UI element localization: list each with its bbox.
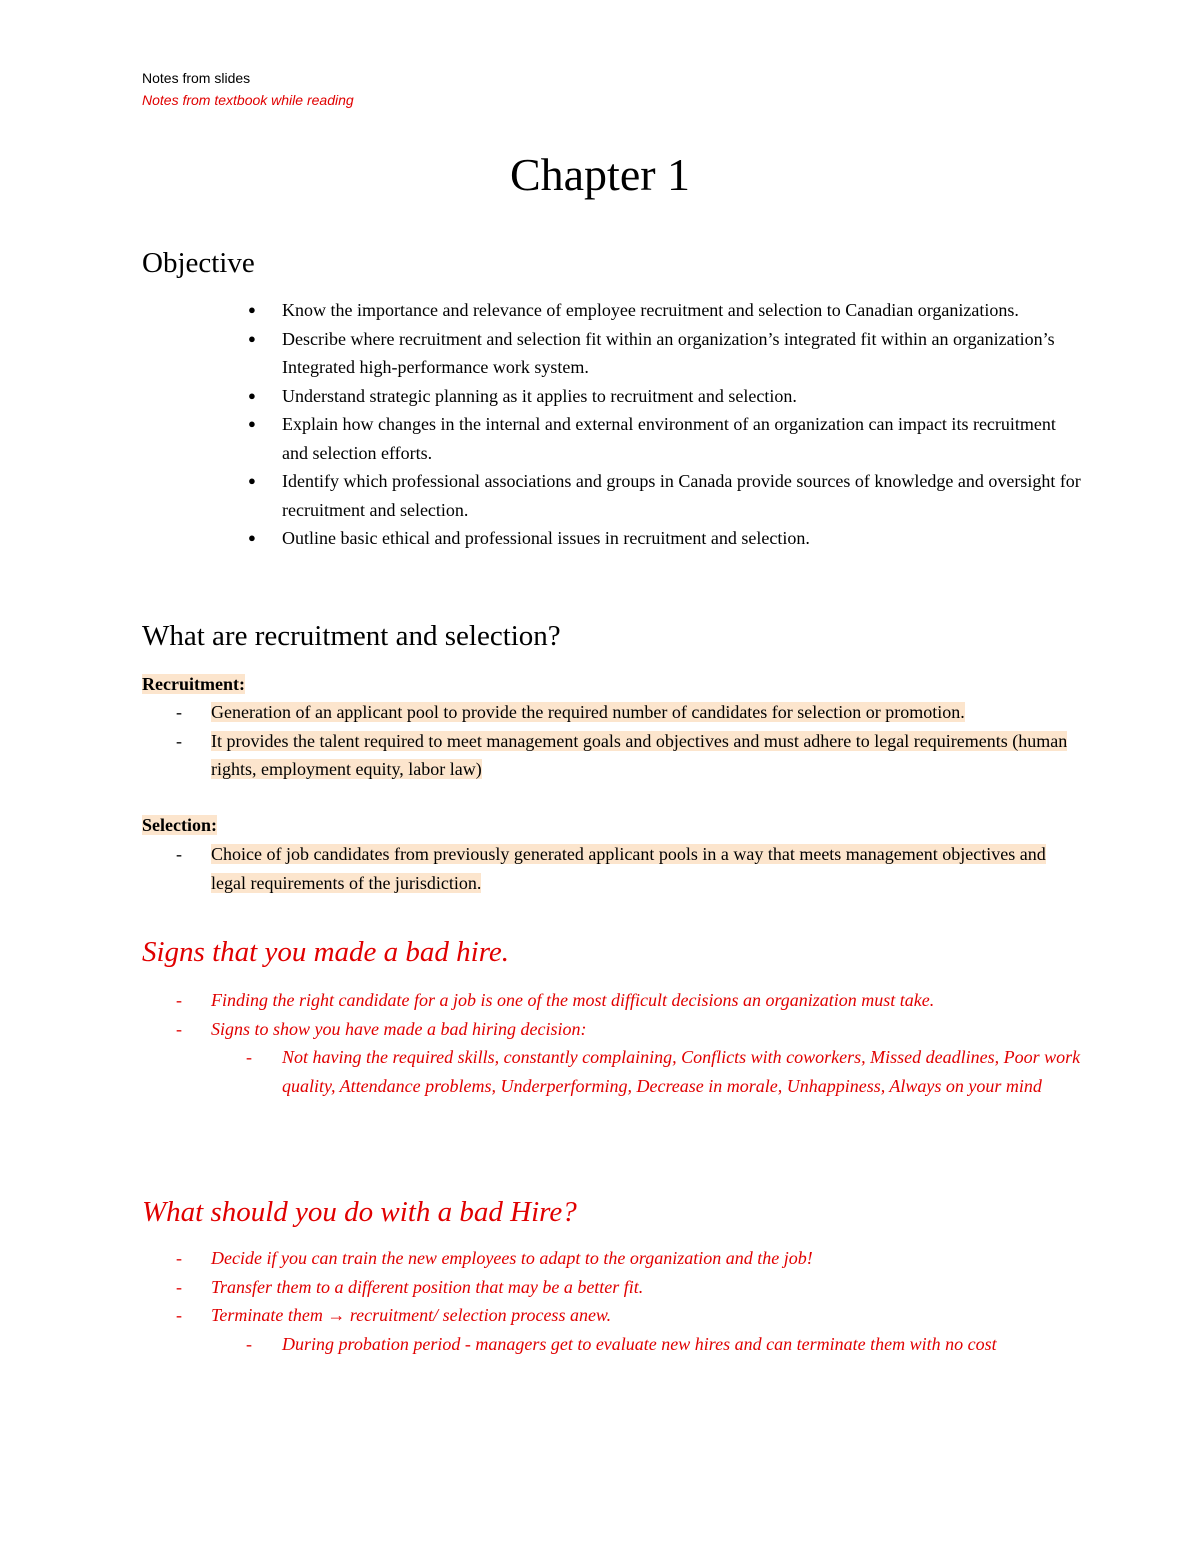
legend-slides: Notes from slides	[142, 70, 251, 86]
bad-hire-actions-heading: What should you do with a bad Hire?	[142, 1196, 577, 1228]
list-item: ● Understand strategic planning as it applies to recruitment and selection.	[142, 382, 1082, 411]
page-title: Chapter 1	[509, 149, 691, 200]
list-item: - Transfer them to a different position that may be a better fit.	[142, 1273, 1082, 1302]
list-item: - Finding the right candidate for a job is one of the most difficult decisions an organization must take.	[142, 986, 1082, 1015]
legend-textbook: Notes from textbook while reading	[142, 92, 354, 108]
selection-label: Selection:	[142, 815, 217, 835]
bad-hire-signs-list	[142, 986, 1082, 1100]
objective-heading: Objective	[142, 247, 255, 279]
list-item: ● Outline basic ethical and professional issues in recruitment and selection.	[142, 524, 1082, 553]
list-item: - It provides the talent required to meet management goals and objectives and must adhere to legal requirements (human rights, employment equity, labor law)	[142, 727, 1082, 784]
list-item: ● Know the importance and relevance of employee recruitment and selection to Canadian organizations.	[142, 296, 1082, 325]
list-item: - Signs to show you have made a bad hiring decision:	[142, 1015, 1082, 1044]
sub-list-item: - Not having the required skills, constantly complaining, Conflicts with coworkers, Missed deadlines, Poor work quality, Attendance problems, Underperforming, Decrease in morale, Unhappiness, Always on your mind	[142, 1043, 1082, 1100]
list-item: ● Describe where recruitment and selection fit within an organization’s integrated fit within an organization’s Integrated high-performance work system.	[142, 325, 1082, 382]
recruitment-selection-heading: What are recruitment and selection?	[142, 620, 561, 652]
sub-list-item: - During probation period - managers get to evaluate new hires and can terminate them with no cost	[142, 1330, 1082, 1359]
objective-list	[142, 296, 1082, 553]
bad-hire-signs-heading: Signs that you made a bad hire.	[142, 936, 510, 968]
list-item: - Generation of an applicant pool to provide the required number of candidates for selection or promotion.	[142, 698, 1082, 727]
recruitment-label: Recruitment:	[142, 674, 245, 694]
list-item: - Terminate them → recruitment/ selection process anew.	[142, 1301, 1082, 1330]
list-item: ● Identify which professional associations and groups in Canada provide sources of knowledge and oversight for recruitment and selection.	[142, 467, 1082, 524]
list-item: ● Explain how changes in the internal and external environment of an organization can impact its recruitment and selection efforts.	[142, 410, 1082, 467]
list-item: - Decide if you can train the new employees to adapt to the organization and the job!	[142, 1244, 1082, 1273]
list-item: - Choice of job candidates from previously generated applicant pools in a way that meets management objectives and legal requirements of the jurisdiction.	[142, 840, 1082, 897]
recruitment-list	[142, 698, 1082, 784]
bad-hire-actions-list	[142, 1244, 1082, 1358]
selection-list	[142, 840, 1082, 897]
